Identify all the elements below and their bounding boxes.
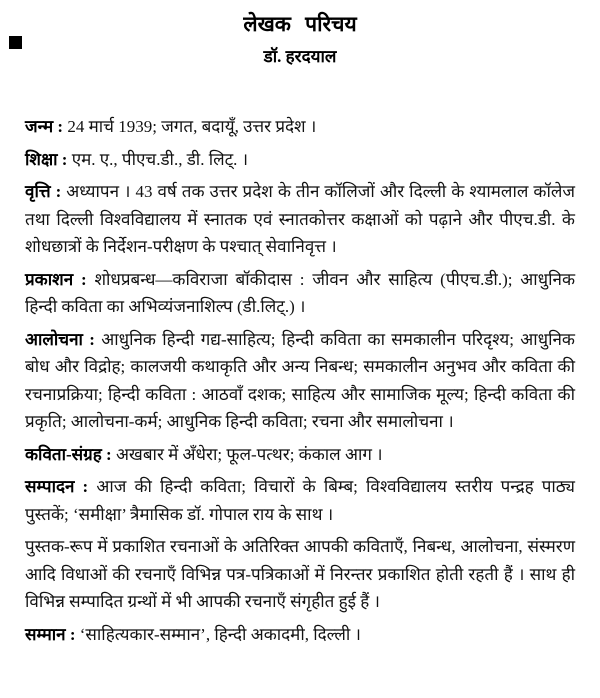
section-text: अखबार में अँधेरा; फूल-पत्थर; कंकाल आग । bbox=[115, 444, 383, 464]
section-label: जन्म : bbox=[25, 117, 68, 136]
section-text: एम. ए., पीएच.डी., डी. लिट्. । bbox=[71, 149, 249, 169]
section-paragraph bbox=[25, 473, 575, 528]
document-body bbox=[25, 113, 575, 648]
section-paragraph bbox=[25, 326, 575, 436]
section-paragraph bbox=[25, 113, 575, 141]
section-label: शिक्षा : bbox=[25, 149, 72, 169]
page-title: लेखक परिचय bbox=[243, 12, 357, 36]
section-text: आज की हिन्दी कविता; विचारों के बिम्ब; विश्वविद्यालय स्तरीय पन्द्रह पाठ्य पुस्तकें; ‘समीक्षा’ त्रैमासिक डॉ. गोपाल राय के साथ । bbox=[25, 477, 575, 524]
section-text: आधुनिक हिन्दी गद्य-साहित्य; हिन्दी कविता का समकालीन परिदृश्य; आधुनिक बोध और विद्रोह; कालजयी कथाकृति और अन्य निबन्ध; समकालीन अनुभव और कविता की रचनाप्रक्रिया; हिन्दी कविता : आठवाँ दशक; साहित्य और सामाजिक मूल्य; हिन्दी कविता की प्रकृति; आलोचना-कर्म; आधुनिक हिन्दी कविता; रचना और समालोचना । bbox=[25, 329, 575, 431]
author-name: डॉ. हरदयाल bbox=[263, 47, 337, 66]
section-text: अध्यापन । 43 वर्ष तक उत्तर प्रदेश के तीन कॉलिजों और दिल्ली के श्यामलाल कॉलेज तथा दिल्ली विश्वविद्यालय में स्नातक एवं स्नातकोत्तर कक्षाओं को पढ़ाने और पीएच.डी. के शोधछात्रों के निर्देशन-परीक्षण के पश्चात् सेवानिवृत्त । bbox=[25, 182, 575, 256]
section-paragraph bbox=[25, 178, 575, 261]
section-text: पुस्तक-रूप में प्रकाशित रचनाओं के अतिरिक्त आपकी कविताएँ, निबन्ध, आलोचना, संस्मरण आदि विधाओं की रचनाएँ विभिन्न पत्र-पत्रिकाओं में निरन्तर प्रकाशित होती रहती हैं । साथ ही विभिन्न सम्पादित ग्रन्थों में भी आपकी रचनाएँ संगृहीत हुई हैं । bbox=[25, 537, 575, 611]
black-square-icon bbox=[9, 36, 22, 49]
section-label: सम्मान : bbox=[25, 624, 80, 644]
section-paragraph bbox=[25, 621, 575, 649]
section-paragraph bbox=[25, 266, 575, 321]
section-paragraph bbox=[25, 533, 575, 616]
section-paragraph bbox=[25, 146, 575, 174]
section-label: सम्पादन : bbox=[25, 477, 97, 496]
section-text: 24 मार्च 1939; जगत, बदायूँ, उत्तर प्रदेश । bbox=[67, 117, 317, 136]
section-label: कविता-संग्रह : bbox=[25, 444, 116, 464]
section-text: शोधप्रबन्ध—कविराजा बॉकीदास : जीवन और साहित्य (पीएच.डी.); आधुनिक हिन्दी कविता का अभिव्यंजनाशिल्प (डी.लिट्.) । bbox=[25, 269, 576, 316]
section-text: ‘साहित्यकार-सम्मान’, हिन्दी अकादमी, दिल्ली । bbox=[79, 624, 361, 644]
section-label: प्रकाशन : bbox=[25, 269, 95, 289]
section-paragraph bbox=[25, 441, 575, 469]
section-label: आलोचना : bbox=[25, 329, 102, 349]
section-label: वृत्ति : bbox=[25, 182, 67, 201]
